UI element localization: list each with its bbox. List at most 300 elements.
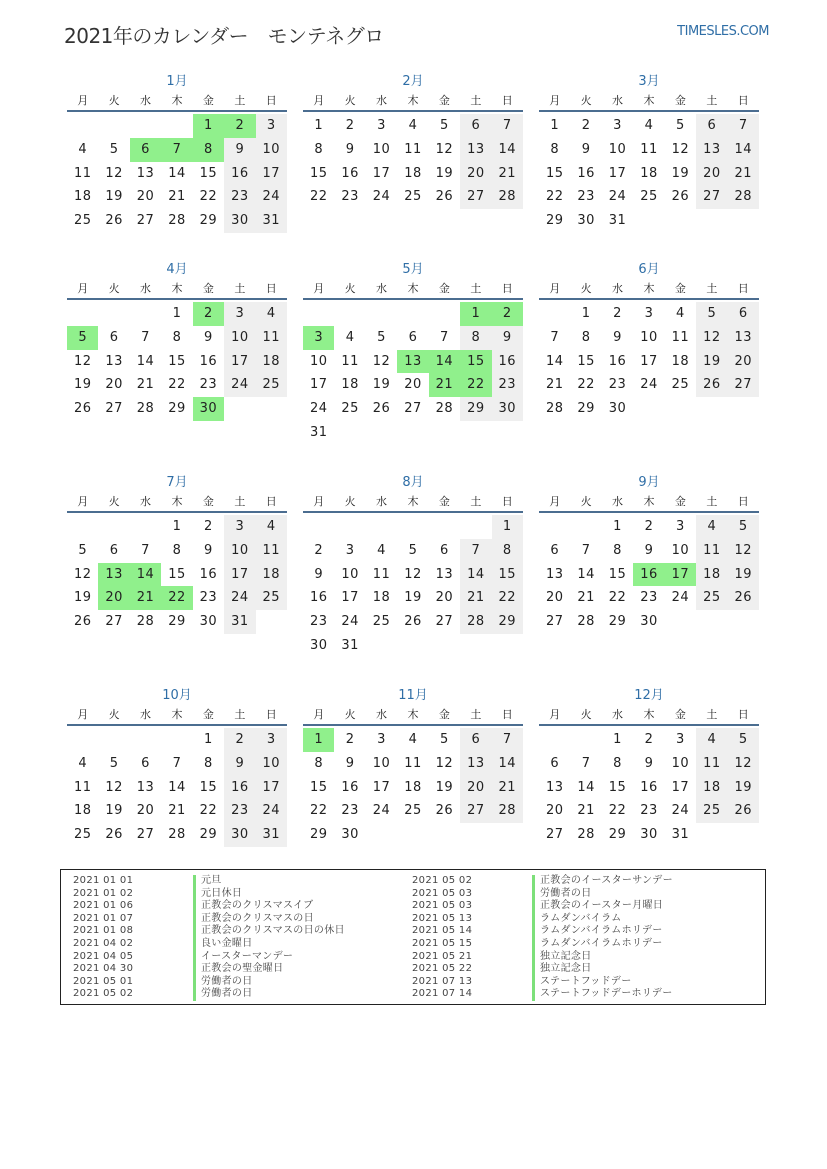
day-cell[interactable]: 12 (696, 326, 727, 350)
holiday-day-cell[interactable]: 1 (303, 728, 334, 752)
day-cell[interactable]: 3 (613, 118, 622, 133)
day-cell[interactable]: 25 (341, 401, 359, 417)
day-cell[interactable]: 19 (671, 165, 690, 181)
day-cell[interactable]: 8 (460, 326, 491, 350)
day-cell[interactable]: 10 (256, 752, 287, 776)
day-cell[interactable]: 24 (671, 803, 690, 819)
day-cell[interactable]: 17 (224, 563, 255, 587)
day-cell[interactable]: 18 (640, 165, 658, 181)
day-cell[interactable]: 26 (671, 189, 690, 205)
day-cell[interactable]: 14 (577, 566, 595, 582)
day-cell[interactable]: 1 (172, 519, 182, 534)
day-cell[interactable]: 26 (728, 799, 759, 823)
day-cell[interactable]: 3 (224, 515, 255, 539)
day-cell[interactable]: 29 (608, 827, 627, 843)
day-cell[interactable]: 23 (224, 185, 255, 209)
day-cell[interactable]: 30 (341, 827, 359, 843)
day-cell[interactable]: 13 (435, 566, 454, 582)
day-cell[interactable]: 9 (224, 138, 255, 162)
day-cell[interactable]: 11 (256, 326, 287, 350)
day-cell[interactable]: 30 (224, 209, 255, 233)
day-cell[interactable]: 28 (168, 827, 186, 843)
day-cell[interactable]: 4 (696, 728, 727, 752)
day-cell[interactable]: 7 (581, 542, 591, 558)
day-cell[interactable]: 8 (204, 755, 213, 771)
day-cell[interactable]: 28 (577, 827, 595, 843)
day-cell[interactable]: 18 (256, 350, 287, 374)
day-cell[interactable]: 1 (172, 306, 182, 321)
day-cell[interactable]: 10 (372, 755, 391, 771)
day-cell[interactable]: 10 (608, 141, 627, 157)
day-cell[interactable]: 7 (492, 114, 523, 138)
day-cell[interactable]: 6 (109, 542, 119, 558)
day-cell[interactable]: 2 (644, 732, 654, 747)
day-cell[interactable]: 16 (341, 779, 359, 795)
day-cell[interactable]: 19 (105, 189, 123, 205)
day-cell[interactable]: 11 (73, 779, 92, 795)
day-cell[interactable]: 5 (440, 732, 449, 747)
day-cell[interactable]: 24 (256, 799, 287, 823)
holiday-day-cell[interactable]: 2 (224, 114, 255, 138)
day-cell[interactable]: 6 (460, 728, 491, 752)
day-cell[interactable]: 16 (309, 590, 328, 606)
day-cell[interactable]: 2 (581, 118, 591, 133)
day-cell[interactable]: 17 (640, 353, 658, 369)
day-cell[interactable]: 26 (435, 803, 454, 819)
day-cell[interactable]: 3 (676, 519, 685, 534)
holiday-day-cell[interactable]: 7 (161, 138, 192, 162)
day-cell[interactable]: 23 (341, 189, 359, 205)
day-cell[interactable]: 8 (581, 329, 591, 345)
day-cell[interactable]: 13 (460, 752, 491, 776)
day-cell[interactable]: 8 (613, 755, 622, 771)
day-cell[interactable]: 13 (728, 326, 759, 350)
day-cell[interactable]: 31 (341, 637, 359, 653)
day-cell[interactable]: 23 (492, 373, 523, 397)
day-cell[interactable]: 26 (372, 401, 391, 417)
holiday-day-cell[interactable]: 22 (460, 373, 491, 397)
day-cell[interactable]: 4 (644, 118, 654, 133)
day-cell[interactable]: 11 (640, 141, 658, 157)
day-cell[interactable]: 30 (492, 397, 523, 421)
day-cell[interactable]: 5 (728, 728, 759, 752)
day-cell[interactable]: 17 (256, 162, 287, 186)
day-cell[interactable]: 10 (224, 539, 255, 563)
day-cell[interactable]: 6 (550, 755, 560, 771)
day-cell[interactable]: 14 (545, 353, 564, 369)
day-cell[interactable]: 7 (172, 755, 182, 771)
day-cell[interactable]: 6 (460, 114, 491, 138)
day-cell[interactable]: 11 (404, 141, 422, 157)
day-cell[interactable]: 5 (696, 302, 727, 326)
day-cell[interactable]: 16 (199, 566, 218, 582)
day-cell[interactable]: 3 (345, 542, 355, 558)
day-cell[interactable]: 19 (728, 563, 759, 587)
day-cell[interactable]: 24 (671, 590, 690, 606)
day-cell[interactable]: 21 (492, 776, 523, 800)
day-cell[interactable]: 24 (341, 614, 359, 630)
day-cell[interactable]: 30 (608, 401, 627, 417)
day-cell[interactable]: 7 (460, 539, 491, 563)
day-cell[interactable]: 14 (168, 779, 186, 795)
day-cell[interactable]: 13 (105, 353, 123, 369)
day-cell[interactable]: 9 (314, 566, 324, 582)
day-cell[interactable]: 1 (314, 118, 324, 133)
day-cell[interactable]: 25 (404, 803, 422, 819)
day-cell[interactable]: 23 (341, 803, 359, 819)
day-cell[interactable]: 9 (644, 755, 654, 771)
day-cell[interactable]: 19 (435, 779, 454, 795)
day-cell[interactable]: 21 (168, 803, 186, 819)
day-cell[interactable]: 18 (696, 776, 727, 800)
day-cell[interactable]: 2 (314, 542, 324, 558)
day-cell[interactable]: 8 (613, 542, 622, 558)
day-cell[interactable]: 3 (256, 728, 287, 752)
holiday-day-cell[interactable]: 17 (665, 563, 696, 587)
day-cell[interactable]: 24 (608, 189, 627, 205)
holiday-day-cell[interactable]: 22 (161, 586, 192, 610)
day-cell[interactable]: 1 (550, 118, 560, 133)
day-cell[interactable]: 1 (613, 519, 622, 534)
day-cell[interactable]: 28 (577, 614, 595, 630)
day-cell[interactable]: 9 (345, 755, 355, 771)
day-cell[interactable]: 7 (728, 114, 759, 138)
day-cell[interactable]: 28 (460, 610, 491, 634)
holiday-day-cell[interactable]: 21 (429, 373, 460, 397)
day-cell[interactable]: 8 (550, 141, 560, 157)
day-cell[interactable]: 27 (136, 213, 155, 229)
day-cell[interactable]: 16 (224, 162, 255, 186)
day-cell[interactable]: 5 (109, 755, 119, 771)
day-cell[interactable]: 4 (408, 732, 418, 747)
day-cell[interactable]: 16 (492, 350, 523, 374)
day-cell[interactable]: 20 (460, 162, 491, 186)
day-cell[interactable]: 10 (224, 326, 255, 350)
day-cell[interactable]: 16 (640, 779, 658, 795)
day-cell[interactable]: 15 (309, 779, 328, 795)
day-cell[interactable]: 23 (199, 377, 218, 393)
day-cell[interactable]: 21 (492, 162, 523, 186)
day-cell[interactable]: 14 (728, 138, 759, 162)
day-cell[interactable]: 21 (577, 803, 595, 819)
day-cell[interactable]: 9 (204, 542, 213, 558)
day-cell[interactable]: 9 (224, 752, 255, 776)
day-cell[interactable]: 23 (199, 590, 218, 606)
day-cell[interactable]: 4 (696, 515, 727, 539)
day-cell[interactable]: 26 (105, 213, 123, 229)
day-cell[interactable]: 5 (109, 141, 119, 157)
day-cell[interactable]: 7 (581, 755, 591, 771)
day-cell[interactable]: 19 (73, 377, 92, 393)
day-cell[interactable]: 3 (256, 114, 287, 138)
day-cell[interactable]: 18 (696, 563, 727, 587)
day-cell[interactable]: 13 (696, 138, 727, 162)
day-cell[interactable]: 17 (608, 165, 627, 181)
day-cell[interactable]: 31 (256, 823, 287, 847)
day-cell[interactable]: 25 (696, 586, 727, 610)
day-cell[interactable]: 10 (309, 353, 328, 369)
day-cell[interactable]: 11 (696, 539, 727, 563)
day-cell[interactable]: 30 (640, 827, 658, 843)
day-cell[interactable]: 14 (577, 779, 595, 795)
day-cell[interactable]: 30 (577, 213, 595, 229)
day-cell[interactable]: 27 (404, 401, 422, 417)
day-cell[interactable]: 21 (545, 377, 564, 393)
day-cell[interactable]: 27 (545, 614, 564, 630)
holiday-day-cell[interactable]: 1 (193, 114, 224, 138)
day-cell[interactable]: 19 (435, 165, 454, 181)
day-cell[interactable]: 15 (168, 353, 186, 369)
day-cell[interactable]: 8 (172, 329, 182, 345)
day-cell[interactable]: 22 (199, 803, 218, 819)
day-cell[interactable]: 15 (199, 779, 218, 795)
day-cell[interactable]: 17 (372, 779, 391, 795)
day-cell[interactable]: 18 (341, 377, 359, 393)
day-cell[interactable]: 13 (460, 138, 491, 162)
day-cell[interactable]: 23 (224, 799, 255, 823)
day-cell[interactable]: 14 (492, 138, 523, 162)
day-cell[interactable]: 19 (404, 590, 422, 606)
holiday-day-cell[interactable]: 3 (303, 326, 334, 350)
day-cell[interactable]: 12 (671, 141, 690, 157)
day-cell[interactable]: 18 (404, 165, 422, 181)
day-cell[interactable]: 12 (73, 566, 92, 582)
day-cell[interactable]: 31 (256, 209, 287, 233)
day-cell[interactable]: 15 (168, 566, 186, 582)
day-cell[interactable]: 28 (435, 401, 454, 417)
day-cell[interactable]: 21 (728, 162, 759, 186)
day-cell[interactable]: 17 (224, 350, 255, 374)
day-cell[interactable]: 11 (404, 755, 422, 771)
day-cell[interactable]: 23 (577, 189, 595, 205)
day-cell[interactable]: 18 (671, 353, 690, 369)
day-cell[interactable]: 29 (492, 610, 523, 634)
day-cell[interactable]: 9 (204, 329, 213, 345)
day-cell[interactable]: 22 (199, 189, 218, 205)
day-cell[interactable]: 11 (341, 353, 359, 369)
holiday-day-cell[interactable]: 6 (130, 138, 161, 162)
day-cell[interactable]: 11 (372, 566, 391, 582)
day-cell[interactable]: 15 (577, 353, 595, 369)
holiday-day-cell[interactable]: 20 (98, 586, 129, 610)
day-cell[interactable]: 9 (492, 326, 523, 350)
day-cell[interactable]: 6 (550, 542, 560, 558)
holiday-day-cell[interactable]: 14 (130, 563, 161, 587)
day-cell[interactable]: 23 (640, 590, 658, 606)
day-cell[interactable]: 3 (377, 118, 386, 133)
day-cell[interactable]: 27 (728, 373, 759, 397)
holiday-day-cell[interactable]: 8 (193, 138, 224, 162)
day-cell[interactable]: 10 (671, 755, 690, 771)
day-cell[interactable]: 4 (78, 755, 88, 771)
day-cell[interactable]: 31 (608, 213, 627, 229)
day-cell[interactable]: 10 (256, 138, 287, 162)
day-cell[interactable]: 10 (640, 329, 658, 345)
day-cell[interactable]: 22 (492, 586, 523, 610)
day-cell[interactable]: 12 (435, 755, 454, 771)
day-cell[interactable]: 26 (105, 827, 123, 843)
day-cell[interactable]: 6 (696, 114, 727, 138)
day-cell[interactable]: 11 (671, 329, 690, 345)
day-cell[interactable]: 23 (608, 377, 627, 393)
day-cell[interactable]: 4 (345, 329, 355, 345)
day-cell[interactable]: 27 (105, 401, 123, 417)
day-cell[interactable]: 30 (224, 823, 255, 847)
day-cell[interactable]: 19 (696, 350, 727, 374)
holiday-day-cell[interactable]: 16 (633, 563, 664, 587)
day-cell[interactable]: 19 (372, 377, 391, 393)
day-cell[interactable]: 27 (696, 185, 727, 209)
day-cell[interactable]: 9 (581, 141, 591, 157)
day-cell[interactable]: 29 (199, 827, 218, 843)
day-cell[interactable]: 5 (78, 542, 88, 558)
day-cell[interactable]: 29 (168, 401, 186, 417)
day-cell[interactable]: 22 (545, 189, 564, 205)
day-cell[interactable]: 7 (550, 329, 560, 345)
day-cell[interactable]: 15 (545, 165, 564, 181)
day-cell[interactable]: 26 (73, 614, 92, 630)
holiday-day-cell[interactable]: 13 (397, 350, 428, 374)
day-cell[interactable]: 29 (545, 213, 564, 229)
day-cell[interactable]: 12 (435, 141, 454, 157)
holiday-day-cell[interactable]: 14 (429, 350, 460, 374)
holiday-day-cell[interactable]: 2 (492, 302, 523, 326)
day-cell[interactable]: 8 (492, 539, 523, 563)
day-cell[interactable]: 7 (141, 542, 150, 558)
day-cell[interactable]: 2 (613, 306, 622, 321)
day-cell[interactable]: 22 (168, 377, 186, 393)
day-cell[interactable]: 10 (372, 141, 391, 157)
day-cell[interactable]: 4 (78, 141, 88, 157)
day-cell[interactable]: 3 (377, 732, 386, 747)
day-cell[interactable]: 28 (728, 185, 759, 209)
day-cell[interactable]: 23 (309, 614, 328, 630)
day-cell[interactable]: 2 (345, 118, 355, 133)
day-cell[interactable]: 24 (224, 586, 255, 610)
day-cell[interactable]: 15 (309, 165, 328, 181)
day-cell[interactable]: 25 (404, 189, 422, 205)
day-cell[interactable]: 18 (73, 803, 92, 819)
day-cell[interactable]: 18 (73, 189, 92, 205)
day-cell[interactable]: 29 (309, 827, 328, 843)
day-cell[interactable]: 12 (404, 566, 422, 582)
day-cell[interactable]: 8 (314, 141, 324, 157)
day-cell[interactable]: 13 (545, 566, 564, 582)
day-cell[interactable]: 10 (341, 566, 359, 582)
day-cell[interactable]: 8 (172, 542, 182, 558)
day-cell[interactable]: 11 (256, 539, 287, 563)
holiday-day-cell[interactable]: 15 (460, 350, 491, 374)
day-cell[interactable]: 28 (492, 799, 523, 823)
day-cell[interactable]: 21 (460, 586, 491, 610)
day-cell[interactable]: 19 (105, 803, 123, 819)
day-cell[interactable]: 5 (408, 542, 418, 558)
day-cell[interactable]: 20 (545, 803, 564, 819)
day-cell[interactable]: 31 (224, 610, 255, 634)
day-cell[interactable]: 30 (640, 614, 658, 630)
day-cell[interactable]: 6 (141, 755, 150, 771)
day-cell[interactable]: 18 (372, 590, 391, 606)
day-cell[interactable]: 19 (728, 776, 759, 800)
day-cell[interactable]: 21 (168, 189, 186, 205)
day-cell[interactable]: 8 (314, 755, 324, 771)
day-cell[interactable]: 7 (492, 728, 523, 752)
day-cell[interactable]: 9 (345, 141, 355, 157)
day-cell[interactable]: 2 (224, 728, 255, 752)
day-cell[interactable]: 26 (435, 189, 454, 205)
day-cell[interactable]: 5 (728, 515, 759, 539)
day-cell[interactable]: 20 (696, 162, 727, 186)
day-cell[interactable]: 17 (372, 165, 391, 181)
day-cell[interactable]: 17 (341, 590, 359, 606)
day-cell[interactable]: 21 (577, 590, 595, 606)
day-cell[interactable]: 2 (644, 519, 654, 534)
day-cell[interactable]: 20 (435, 590, 454, 606)
day-cell[interactable]: 27 (545, 827, 564, 843)
day-cell[interactable]: 12 (105, 779, 123, 795)
day-cell[interactable]: 25 (73, 213, 92, 229)
brand-link[interactable]: TIMESLES.COM (677, 24, 769, 39)
day-cell[interactable]: 3 (644, 306, 654, 321)
day-cell[interactable]: 11 (73, 165, 92, 181)
day-cell[interactable]: 24 (640, 377, 658, 393)
day-cell[interactable]: 20 (105, 377, 123, 393)
day-cell[interactable]: 18 (256, 563, 287, 587)
day-cell[interactable]: 25 (372, 614, 391, 630)
day-cell[interactable]: 1 (581, 306, 591, 321)
day-cell[interactable]: 15 (608, 779, 627, 795)
day-cell[interactable]: 31 (671, 827, 690, 843)
day-cell[interactable]: 19 (73, 590, 92, 606)
day-cell[interactable]: 25 (256, 373, 287, 397)
day-cell[interactable]: 24 (309, 401, 328, 417)
day-cell[interactable]: 5 (676, 118, 685, 133)
day-cell[interactable]: 6 (728, 302, 759, 326)
day-cell[interactable]: 20 (136, 803, 155, 819)
day-cell[interactable]: 16 (608, 353, 627, 369)
day-cell[interactable]: 11 (696, 752, 727, 776)
day-cell[interactable]: 28 (136, 401, 155, 417)
day-cell[interactable]: 25 (73, 827, 92, 843)
day-cell[interactable]: 10 (671, 542, 690, 558)
day-cell[interactable]: 21 (136, 377, 155, 393)
day-cell[interactable]: 12 (73, 353, 92, 369)
day-cell[interactable]: 24 (372, 803, 391, 819)
day-cell[interactable]: 13 (545, 779, 564, 795)
day-cell[interactable]: 15 (492, 563, 523, 587)
day-cell[interactable]: 5 (440, 118, 449, 133)
holiday-day-cell[interactable]: 30 (193, 397, 224, 421)
day-cell[interactable]: 26 (73, 401, 92, 417)
day-cell[interactable]: 12 (372, 353, 391, 369)
day-cell[interactable]: 27 (136, 827, 155, 843)
day-cell[interactable]: 30 (309, 637, 328, 653)
day-cell[interactable]: 4 (408, 118, 418, 133)
day-cell[interactable]: 3 (224, 302, 255, 326)
day-cell[interactable]: 4 (256, 515, 287, 539)
day-cell[interactable]: 2 (204, 519, 213, 534)
day-cell[interactable]: 29 (460, 397, 491, 421)
day-cell[interactable]: 6 (109, 329, 119, 345)
day-cell[interactable]: 9 (613, 329, 622, 345)
day-cell[interactable]: 22 (577, 377, 595, 393)
day-cell[interactable]: 15 (608, 566, 627, 582)
day-cell[interactable]: 28 (492, 185, 523, 209)
day-cell[interactable]: 27 (435, 614, 454, 630)
day-cell[interactable]: 29 (199, 213, 218, 229)
day-cell[interactable]: 13 (136, 779, 155, 795)
day-cell[interactable]: 17 (256, 776, 287, 800)
